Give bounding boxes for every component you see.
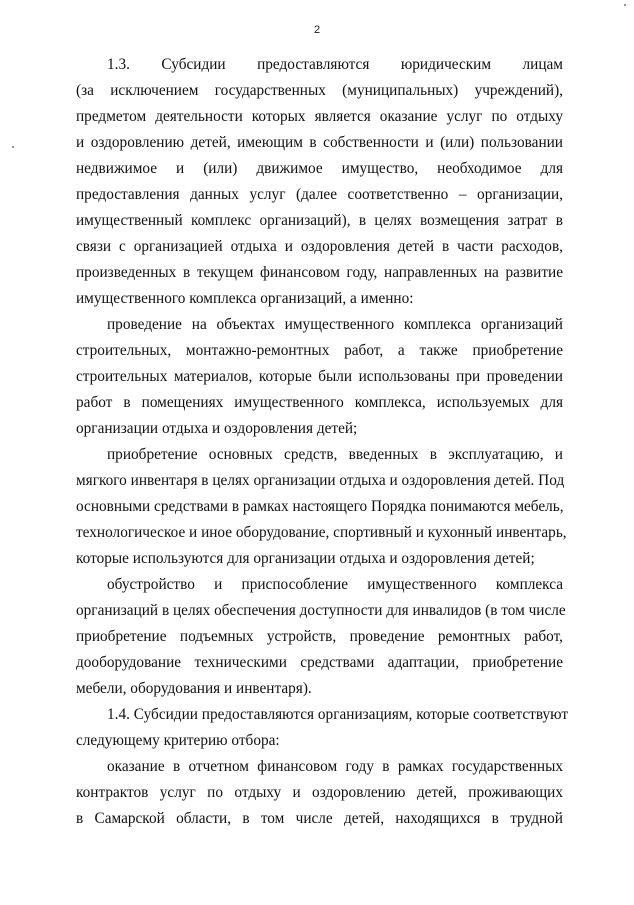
text-line: (за исключением государственных (муниципальных) учреждений), (76, 82, 563, 99)
scan-speck (624, 4, 626, 6)
text-line: технологическое и иное оборудование, спортивный и кухонный инвентарь, (76, 524, 567, 541)
text-line: которые используются для организации отдыха и оздоровления детей; (76, 550, 535, 567)
paragraph-1-4 (76, 702, 569, 754)
text-line: строительных материалов, которые были использованы при проведении (76, 368, 563, 385)
text-line: недвижимое и (или) движимое имущество, необходимое для (76, 160, 563, 177)
text-line: имущественный комплекс организаций), в целях возмещения затрат в (76, 212, 563, 229)
text-line: основными средствами в рамках настоящего Порядка понимаются мебель, (76, 498, 564, 515)
text-line: предметом деятельности которых является оказание услуг по отдыху (76, 108, 563, 125)
document-body (76, 52, 569, 832)
paragraph-construction (76, 312, 563, 442)
paragraph-accessibility (76, 572, 566, 702)
text-line: обустройство и приспособление имущественного комплекса (107, 576, 563, 593)
text-line: оказание в отчетном финансовом году в рамках государственных (107, 758, 563, 775)
text-line: имущественного комплекса организаций, а именно: (76, 290, 414, 307)
text-line: произведенных в текущем финансовом году, направленных на развитие (76, 264, 563, 281)
text-line: 1.4. Субсидии предоставляются организациям, которые соответствуют (107, 706, 569, 723)
text-line: 1.3. Субсидии предоставляются юридическим лицам (107, 56, 563, 73)
text-line: строительных, монтажно-ремонтных работ, а также приобретение (76, 342, 563, 359)
text-line: организации отдыха и оздоровления детей; (76, 420, 358, 437)
text-line: предоставления данных услуг (далее соответственно – организации, (76, 186, 563, 203)
text-line: приобретение основных средств, введенных в эксплуатацию, и (107, 446, 563, 463)
text-line: организаций в целях обеспечения доступности для инвалидов (в том числе (76, 602, 566, 619)
text-line: дооборудование техническими средствами адаптации, приобретение (76, 654, 563, 671)
paragraph-fixed-assets (76, 442, 567, 572)
text-line: связи с организацией отдыха и оздоровления детей в части расходов, (76, 238, 563, 255)
text-line: и оздоровлению детей, имеющим в собственности и (или) пользовании (76, 134, 563, 151)
text-line: следующему критерию отбора: (76, 732, 280, 749)
text-line: контрактов услуг по отдыху и оздоровлению детей, проживающих (76, 784, 563, 801)
scan-speck (12, 146, 14, 148)
text-line: мебели, оборудования и инвентаря). (76, 680, 312, 697)
text-line: работ в помещениях имущественного комплекса, используемых для (76, 394, 563, 411)
text-line: проведение на объектах имущественного комплекса организаций (107, 316, 563, 333)
text-line: приобретение подъемных устройств, проведение ремонтных работ, (76, 628, 563, 645)
text-line: в Самарской области, в том числе детей, находящихся в трудной (76, 810, 563, 827)
paragraph-1-3 (76, 52, 563, 312)
text-line: мягкого инвентаря в целях организации отдыха и оздоровления детей. Под (76, 472, 565, 489)
page-number: 2 (313, 24, 321, 36)
paragraph-criterion (76, 754, 563, 832)
